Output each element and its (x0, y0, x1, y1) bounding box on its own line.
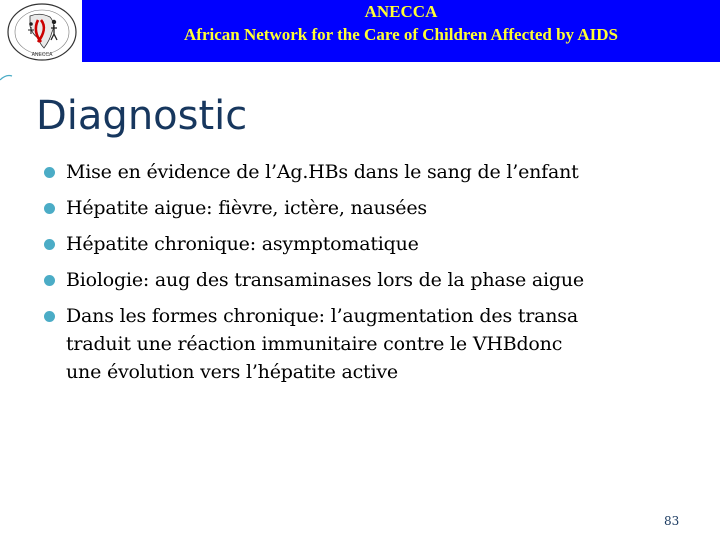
bullet-item (44, 302, 714, 386)
bullet-text-line: une évolution vers l’hépatite active (66, 361, 398, 383)
bullet-item (44, 266, 714, 294)
anecca-logo-icon (0, 0, 82, 62)
slide-title: Diagnostic (36, 93, 248, 139)
bullet-text-line: traduit une réaction immunitaire contre le VHBdonc (66, 333, 563, 355)
bullet-dot-icon (44, 167, 55, 178)
bullet-item (44, 230, 714, 258)
bullet-list (44, 158, 714, 394)
header-subtitle: African Network for the Care of Children Affected by AIDS (184, 25, 618, 44)
bullet-text-line: Hépatite aigue: fièvre, ictère, nausées (66, 197, 427, 219)
slide-header (0, 0, 720, 62)
bullet-dot-icon (44, 203, 55, 214)
bullet-dot-icon (44, 311, 55, 322)
bullet-text-line: Dans les formes chronique: l’augmentation des transa (66, 305, 578, 327)
bullet-text-line: Biologie: aug des transaminases lors de la phase aigue (66, 269, 584, 291)
logo-caption: ANECCA (31, 52, 53, 58)
bullet-item (44, 158, 714, 186)
bullet-text-line: Mise en évidence de l’Ag.HBs dans le sang de l’enfant (66, 161, 579, 183)
bullet-text-line: Hépatite chronique: asymptomatique (66, 233, 419, 255)
page-number: 83 (664, 514, 680, 528)
accent-mark (0, 66, 16, 90)
header-title: ANECCA (364, 2, 438, 21)
anecca-logo (0, 0, 82, 62)
bullet-item (44, 194, 714, 222)
bullet-dot-icon (44, 275, 55, 286)
bullet-dot-icon (44, 239, 55, 250)
